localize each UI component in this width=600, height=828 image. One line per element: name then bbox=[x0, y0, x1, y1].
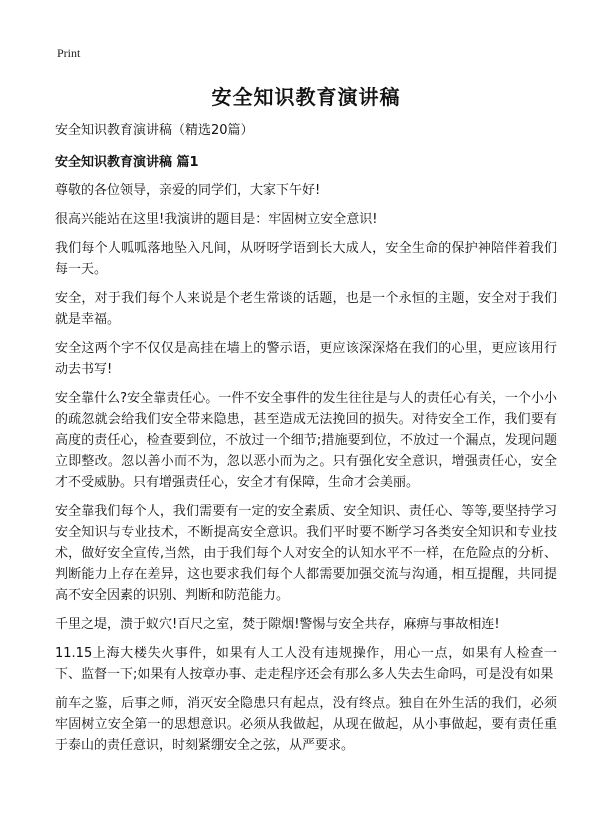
paragraph-topic: 很高兴能站在这里!我演讲的题目是：牢固树立安全意识! bbox=[55, 212, 378, 227]
paragraph-responsibility: 安全靠什么?安全靠责任心。一件不安全事件的发生往往是与人的责任心有关，一个小小的疏忽就会给我们安全带来隐患，甚至造成无法挽回的损失。对待安全工作，我们要有高度的责任心，检查要到位，不放过一个细节;措施要到位，不放过一个漏点，发现问题立即整改。忽以善小而不为，忽以恶小而为之。只有强化安全意识，增强责任心，安全才不受威胁。只有增强责任心，安全才有保障，生命才会美丽。 bbox=[55, 391, 557, 490]
document-subtitle: 安全知识教育演讲稿（精选20篇） bbox=[55, 123, 254, 138]
paragraph-lesson: 前车之鉴，后事之师，消灭安全隐患只有起点，没有终点。独自在外生活的我们，必须牢固树立安全第一的思想意识。必须从我做起，从现在做起，从小事做起，要有责任重于泰山的责任意识，时刻紧绷安全之弦，从严要求。 bbox=[55, 696, 557, 753]
paragraph-theme: 安全，对于我们每个人来说是个老生常谈的话题，也是一个永恒的主题，安全对于我们就是幸福。 bbox=[55, 291, 557, 327]
paragraph-everyone: 安全靠我们每个人，我们需要有一定的安全素质、安全知识、责任心、等等,要坚持学习安全知识与专业技术，不断提高安全意识。我们平时要不断学习各类安全知识和专业技术，做好安全宣传,当然，由于我们每个人对安全的认知水平不一样，在危险点的分析、判断能力上存在差异，这也要求我们每个人都需要加强交流与沟通，相互提醒，共同提高不安全因素的识别、判断和防范能力。 bbox=[55, 504, 557, 603]
paragraph-proverb: 千里之堤，溃于蚁穴!百尺之室，焚于隙烟!警惕与安全共存，麻痹与事故相连! bbox=[55, 617, 500, 632]
document-title: 安全知识教育演讲稿 bbox=[211, 85, 401, 109]
paragraph-guardian: 我们每个人呱呱落地坠入凡间，从呀呀学语到长大成人，安全生命的保护神陪伴着我们每一天。 bbox=[55, 241, 557, 277]
section-heading: 安全知识教育演讲稿 篇1 bbox=[55, 155, 199, 170]
print-link[interactable]: Print bbox=[57, 46, 81, 60]
paragraph-slogan: 安全这两个字不仅仅是高挂在墙上的警示语，更应该深深烙在我们的心里，更应该用行动去书写! bbox=[55, 341, 557, 377]
paragraph-greeting: 尊敬的各位领导，亲爱的同学们，大家下午好! bbox=[55, 183, 321, 198]
paragraph-shanghai-fire: 11.15上海大楼失火事件，如果有人工人没有违规操作，用心一点，如果有人检查一下、监督一下;如果有人按章办事、走走程序还会有那么多人失去生命吗，可是没有如果 bbox=[55, 646, 557, 682]
